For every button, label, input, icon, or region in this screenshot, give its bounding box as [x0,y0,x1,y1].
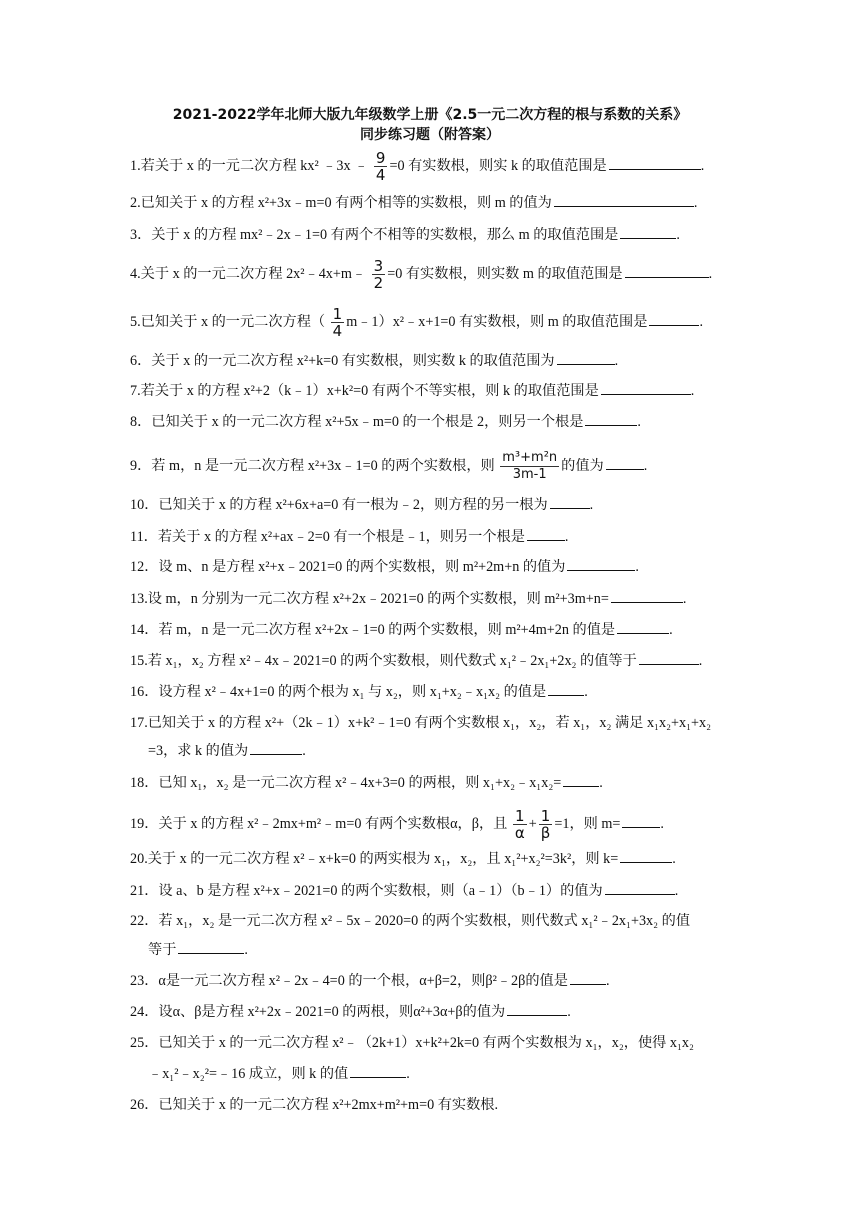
question-23: 23．α是一元二次方程 x²﹣2x﹣4=0 的一个根，α+β=2，则β²﹣2β的值是 . [130,970,730,991]
question-8: 8．已知关于 x 的一元二次方程 x²+5x﹣m=0 的一个根是 2，则另一个根是 . [130,411,730,432]
fraction: $\frac{1}{\alpha}$ [514,807,525,842]
page-title: 2021-2022学年北师大版九年级数学上册《2.5一元二次方程的根与系数的关系》 [172,107,688,123]
question-3: 3．关于 x 的方程 mx²﹣2x﹣1=0 有两个不相等的实数根，那么 m 的取值范围是 . [130,224,730,245]
question-1: 1.若关于 x 的一元二次方程 kx² ﹣3x ﹣ $\frac{9}{4}$ =0 有实数根，则实 k 的取值范围是 . [130,149,705,184]
fraction: $\frac{1}{4}$ [332,305,343,340]
question-5: 5.已知关于 x 的一元二次方程（ $\frac{1}{4}$ m﹣1）x²﹣x+1=0 有实数根，则 m 的取值范围是 . [130,305,703,340]
page-subtitle: 同步练习题（附答案） [360,127,500,143]
question-25: 25．已知关于 x 的一元二次方程 x²﹣（2k+1）x+k²+2k=0 有两个实数根为 x₁，x₂，使得 x₁x₂ [130,1035,694,1051]
question-20: 20.关于 x 的一元二次方程 x²﹣x+k=0 的两实根为 x₁，x₂，且 x₁²+x₂²=3k²，则 k= . [130,848,730,869]
question-6: 6．关于 x 的一元二次方程 x²+k=0 有实数根，则实数 k 的取值范围为 . [130,350,730,371]
question-22-continued: 等于 . [148,939,248,960]
question-18: 18．已知 x₁，x₂ 是一元二次方程 x²﹣4x+3=0 的两根，则 x₁+x₂﹣x₁x₂= . [130,772,730,793]
question-9: 9．若 m，n 是一元二次方程 x²+3x﹣1=0 的两个实数根，则 $\frac{\text{m³+m²n}}{3m-1}$ 的值为 . [130,450,648,482]
question-25-continued: ﹣x₁²﹣x₂²=﹣16 成立，则 k 的值 . [148,1063,410,1084]
question-4: 4.关于 x 的一元二次方程 2x²﹣4x+m﹣ $\frac{3}{2}$ =0 有实数根，则实数 m 的取值范围是 . [130,257,713,292]
question-24: 24．设α、β是方程 x²+2x﹣2021=0 的两根，则α²+3α+β的值为 . [130,1001,730,1022]
question-26: 26．已知关于 x 的一元二次方程 x²+2mx+m²+m=0 有实数根. [130,1097,499,1113]
question-10: 10．已知关于 x 的方程 x²+6x+a=0 有一根为﹣2，则方程的另一根为 . [130,494,730,515]
question-14: 14．若 m，n 是一元二次方程 x²+2x﹣1=0 的两个实数根，则 m²+4m+2n 的值是 . [130,619,730,640]
fraction: $\frac{9}{4}$ [375,149,386,184]
question-22: 22．若 x₁，x₂ 是一元二次方程 x²﹣5x﹣2020=0 的两个实数根，则代数式 x₁²﹣2x₁+3x₂ 的值 [130,913,691,929]
fraction: $\frac{3}{2}$ [373,257,384,292]
question-17-continued: =3，求 k 的值为 . [148,740,306,761]
question-11: 11．若关于 x 的方程 x²+ax﹣2=0 有一个根是﹣1，则另一个根是 . [130,526,730,547]
question-7: 7.若关于 x 的方程 x²+2（k﹣1）x+k²=0 有两个不等实根，则 k 的取值范围是 . [130,380,730,401]
question-15: 15.若 x₁，x₂ 方程 x²﹣4x﹣2021=0 的两个实数根，则代数式 x₁²﹣2x₁+2x₂ 的值等于 . [130,650,730,671]
question-2: 2.已知关于 x 的方程 x²+3x﹣m=0 有两个相等的实数根，则 m 的值为 . [130,192,730,213]
question-19: 19．关于 x 的方程 x²﹣2mx+m²﹣m=0 有两个实数根α，β，且 $\frac{1}{\alpha}$ + $\frac{1}{\beta}$ =1，则 m= . [130,807,664,842]
question-13: 13.设 m，n 分别为一元二次方程 x²+2x﹣2021=0 的两个实数根，则 m²+3m+n= . [130,588,730,609]
question-17: 17.已知关于 x 的方程 x²+（2k﹣1）x+k²﹣1=0 有两个实数根 x₁，x₂，若 x₁，x₂ 满足 x₁x₂+x₁+x₂ [130,715,712,731]
fraction: $\frac{\text{m³+m²n}}{3m-1}$ [502,450,558,482]
question-12: 12．设 m、n 是方程 x²+x﹣2021=0 的两个实数根，则 m²+2m+n 的值为 . [130,556,730,577]
question-21: 21．设 a、b 是方程 x²+x﹣2021=0 的两个实数根，则（a﹣1）（b﹣1）的值为 . [130,880,730,901]
question-16: 16．设方程 x²﹣4x+1=0 的两个根为 x₁ 与 x₂，则 x₁+x₂﹣x₁x₂ 的值是 . [130,681,730,702]
fraction: $\frac{1}{\beta}$ [540,807,551,842]
